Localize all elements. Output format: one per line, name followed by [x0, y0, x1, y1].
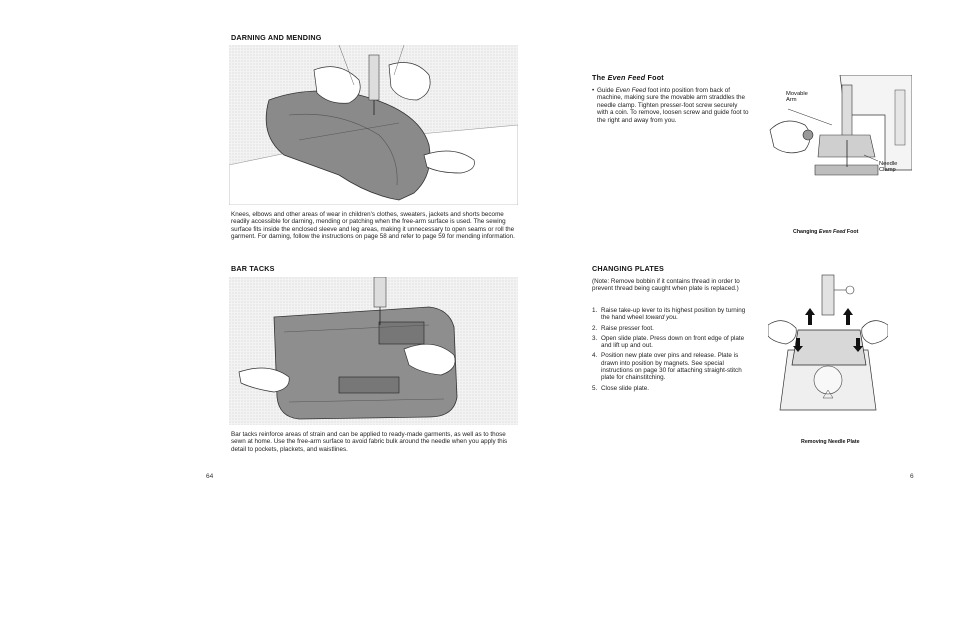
step-text-italic: toward you. — [645, 314, 679, 322]
changing-plates-note: (Note: Remove bobbin if it contains thread in order to prevent thread being caught when plate is replaced.) — [592, 278, 740, 293]
changing-plates-heading: CHANGING PLATES — [592, 264, 664, 273]
needle-plate-illustration — [768, 270, 888, 415]
step-item — [592, 335, 750, 350]
needle-clamp-label: Needle Clamp — [879, 161, 898, 174]
step-item — [592, 325, 750, 332]
step-text — [601, 352, 750, 381]
step-text — [601, 307, 750, 322]
darning-illustration — [229, 45, 518, 205]
step-text — [601, 335, 750, 350]
step-number: 2. — [592, 324, 598, 332]
even-feed-caption-prefix: Changing — [793, 229, 819, 235]
bullet: • — [592, 87, 595, 94]
step-text — [601, 325, 654, 332]
even-feed-caption — [793, 229, 858, 235]
step-text — [601, 385, 649, 392]
even-feed-text-italic: Even Feed — [615, 87, 647, 94]
bar-tacks-illustration — [229, 277, 518, 425]
step-text-main: Raise presser foot. — [601, 324, 654, 332]
even-feed-heading-italic: Even Feed — [607, 73, 646, 82]
step-text-main: Close slide plate. — [601, 384, 649, 392]
even-feed-instructions — [592, 87, 749, 124]
step-text-main: Raise take-up lever to its highest position by turning the hand wheel — [601, 307, 746, 322]
step-text-main: Open slide plate. Press down on front edge of plate and lift up and out. — [601, 334, 745, 350]
right-page-number: 6 — [910, 473, 914, 480]
even-feed-caption-italic: Even Feed — [818, 229, 846, 235]
step-number: 3. — [592, 334, 598, 342]
darning-paragraph: Knees, elbows and other areas of wear in children's clothes, sweaters, jackets and shorts become readily accessible for darning, mending or patching when the free-arm surface is used. The sewing surface fits inside the enclosed sleeve and leg areas, making it unnecessary to open seams or roll the garment. For darning, follow the instructions on page 58 and refer to page 59 for mending information. — [231, 211, 515, 241]
bar-tacks-heading: BAR TACKS — [231, 264, 275, 273]
bar-tacks-paragraph: Bar tacks reinforce areas of strain and can be applied to ready-made garments, as well as to those sewn at home. Use the free-arm surface to avoid fabric bulk around the needle when you apply this detail to pockets, plackets, and waistlines. — [231, 431, 508, 453]
darning-heading: DARNING AND MENDING — [231, 33, 322, 42]
movable-arm-label: Movable Arm — [786, 91, 808, 104]
changing-plates-steps — [592, 307, 750, 395]
even-feed-text-2: foot into position from back of machine, making sure the movable arm straddles the needle clamp. Tighten presser-foot screw securely with a coin. To remove, loosen screw and guide foot to the right and away from you. — [597, 87, 749, 124]
even-feed-heading-prefix: The — [592, 73, 608, 82]
even-feed-heading-suffix: Foot — [645, 73, 664, 82]
step-number: 5. — [592, 384, 598, 392]
even-feed-heading — [592, 73, 664, 82]
step-number: 1. — [592, 307, 598, 314]
step-item — [592, 385, 750, 392]
step-item — [592, 307, 750, 322]
needle-plate-caption: Removing Needle Plate — [801, 439, 860, 445]
step-item — [592, 352, 750, 381]
step-text-main: Position new plate over pins and release. Plate is drawn into position by magnets. See special instructions on page 30 for attaching straight-stitch plate for chainstitching. — [601, 352, 742, 382]
even-feed-caption-suffix: Foot — [845, 229, 859, 235]
left-page-number: 64 — [206, 473, 214, 480]
step-number: 4. — [592, 352, 598, 360]
even-feed-text-1: Guide — [597, 87, 616, 94]
